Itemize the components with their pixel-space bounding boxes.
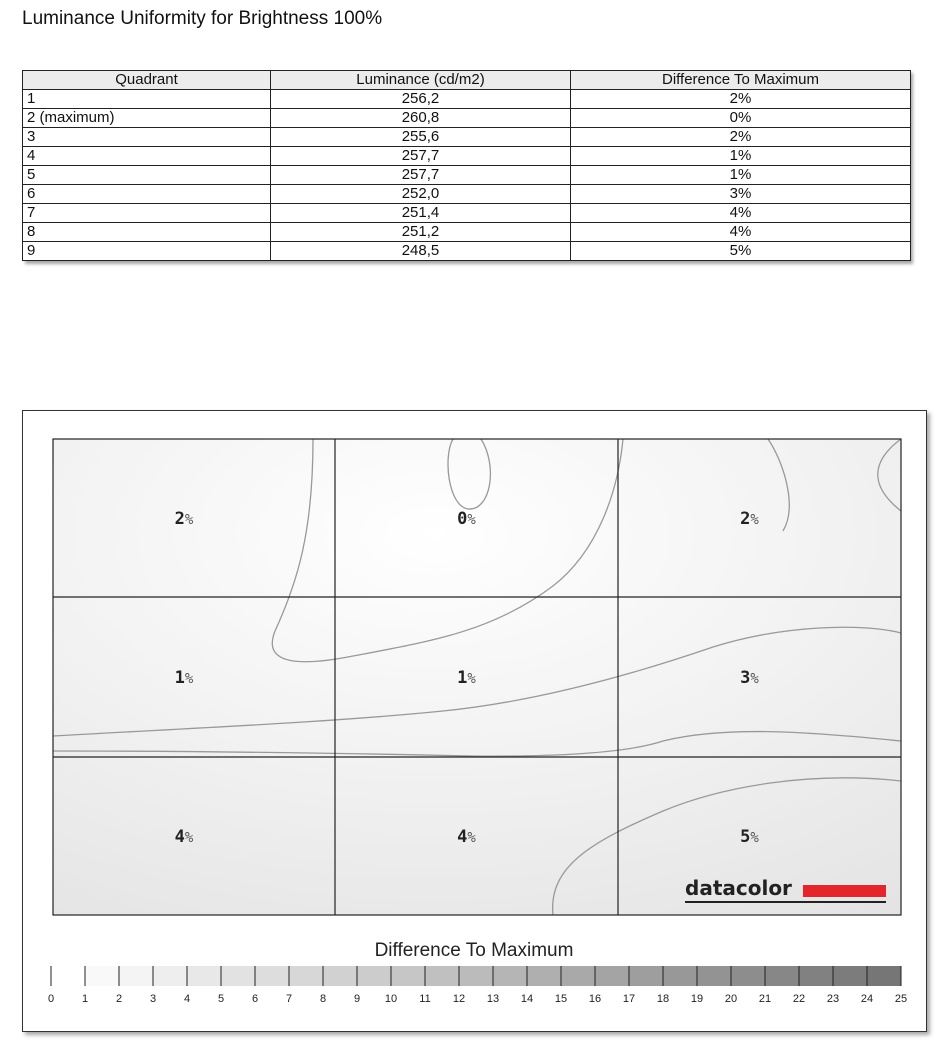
- table-cell: 2%: [571, 90, 911, 109]
- scale-swatch: [527, 966, 561, 986]
- scale-tick-label: 8: [319, 993, 327, 1005]
- scale-tick-label: 19: [690, 993, 704, 1005]
- scale-tick-label: 16: [588, 993, 602, 1005]
- scale-tick-label: 4: [183, 993, 191, 1005]
- quadrant-value-label: 0%: [457, 509, 476, 529]
- scale-swatch: [255, 966, 289, 986]
- scale-swatch: [51, 966, 85, 986]
- scale-swatch: [289, 966, 323, 986]
- scale-swatch: [629, 966, 663, 986]
- table-cell: 9: [23, 242, 271, 261]
- quadrant-value-label: 2%: [740, 509, 759, 529]
- table-cell: 256,2: [271, 90, 571, 109]
- table-cell: 5: [23, 166, 271, 185]
- scale-tick-label: 13: [486, 993, 500, 1005]
- scale-tick-label: 5: [217, 993, 225, 1005]
- logo-wordmark: datacolor: [685, 876, 792, 900]
- scale-swatch: [493, 966, 527, 986]
- table-row: [23, 90, 911, 109]
- scale-tick-label: 0: [47, 993, 55, 1005]
- scale-swatch: [765, 966, 799, 986]
- uniformity-chart: [23, 411, 926, 1031]
- quadrant-value-label: 2%: [174, 509, 194, 529]
- scale-tick-label: 7: [285, 993, 293, 1005]
- table-cell: 257,7: [271, 166, 571, 185]
- table-row: [23, 147, 911, 166]
- table-cell: 3: [23, 128, 271, 147]
- table-cell: 260,8: [271, 109, 571, 128]
- scale-title: Difference To Maximum: [374, 940, 574, 961]
- table-cell: 7: [23, 204, 271, 223]
- quadrant-value-label: 5%: [740, 827, 759, 847]
- logo-red-bar: [803, 885, 886, 897]
- quadrant-value-label: 4%: [457, 827, 476, 847]
- scale-tick-label: 6: [251, 993, 259, 1005]
- scale-tick-label: 21: [758, 993, 772, 1005]
- scale-tick-label: 12: [452, 993, 466, 1005]
- scale-swatch: [697, 966, 731, 986]
- table-row: [23, 109, 911, 128]
- luminance-table: [22, 70, 911, 261]
- scale-swatch: [357, 966, 391, 986]
- table-cell: 252,0: [271, 185, 571, 204]
- scale-tick-label: 20: [724, 993, 738, 1005]
- scale-tick-label: 17: [622, 993, 636, 1005]
- logo-underline: [685, 901, 886, 903]
- scale-swatch: [153, 966, 187, 986]
- table-body: [23, 90, 911, 261]
- page-title: Luminance Uniformity for Brightness 100%: [22, 8, 383, 29]
- scale-swatch: [459, 966, 493, 986]
- luminance-table-container: [22, 70, 910, 261]
- table-cell: 255,6: [271, 128, 571, 147]
- table-row: [23, 204, 911, 223]
- table-cell: 6: [23, 185, 271, 204]
- table-header-row: [23, 71, 911, 90]
- table-cell: 257,7: [271, 147, 571, 166]
- scale-tick-label: 11: [419, 993, 431, 1005]
- column-header: Difference To Maximum: [571, 71, 911, 90]
- table-cell: 0%: [571, 109, 911, 128]
- scale-swatch: [187, 966, 221, 986]
- scale-tick-label: 25: [894, 993, 908, 1005]
- table-cell: 3%: [571, 185, 911, 204]
- scale-tick-label: 24: [860, 993, 874, 1005]
- scale-tick-label: 3: [149, 993, 157, 1005]
- scale-tick-label: 9: [353, 993, 361, 1005]
- scale-swatch: [221, 966, 255, 986]
- scale-swatch: [595, 966, 629, 986]
- scale-tick-label: 14: [520, 993, 534, 1005]
- table-cell: 1%: [571, 166, 911, 185]
- table-row: [23, 223, 911, 242]
- scale-swatch: [85, 966, 119, 986]
- column-header: Quadrant: [23, 71, 271, 90]
- table-row: [23, 128, 911, 147]
- table-cell: 251,4: [271, 204, 571, 223]
- scale-tick-label: 15: [554, 993, 568, 1005]
- scale-swatch: [391, 966, 425, 986]
- scale-swatch: [323, 966, 357, 986]
- table-cell: 4%: [571, 204, 911, 223]
- scale-tick-label: 18: [656, 993, 670, 1005]
- scale-tick-label: 23: [826, 993, 840, 1005]
- scale-swatch: [425, 966, 459, 986]
- scale-tick-label: 2: [115, 993, 123, 1005]
- table-cell: 2%: [571, 128, 911, 147]
- uniformity-chart-panel: [22, 410, 927, 1032]
- table-cell: 1: [23, 90, 271, 109]
- color-scale: [48, 966, 907, 1005]
- table-cell: 251,2: [271, 223, 571, 242]
- column-header: Luminance (cd/m2): [271, 71, 571, 90]
- scale-swatch: [799, 966, 833, 986]
- scale-swatch: [731, 966, 765, 986]
- table-cell: 2 (maximum): [23, 109, 271, 128]
- quadrant-value-label: 1%: [457, 668, 476, 688]
- quadrant-value-label: 1%: [174, 668, 194, 688]
- quadrant-value-label: 4%: [174, 827, 194, 847]
- scale-tick-label: 1: [81, 993, 89, 1005]
- scale-tick-label: 10: [384, 993, 398, 1005]
- table-cell: 4%: [571, 223, 911, 242]
- table-cell: 4: [23, 147, 271, 166]
- table-row: [23, 185, 911, 204]
- table-cell: 8: [23, 223, 271, 242]
- scale-swatch: [833, 966, 867, 986]
- scale-swatch: [561, 966, 595, 986]
- table-row: [23, 242, 911, 261]
- table-row: [23, 166, 911, 185]
- scale-tick-label: 22: [792, 993, 806, 1005]
- scale-swatch: [867, 966, 901, 986]
- table-cell: 5%: [571, 242, 911, 261]
- table-cell: 1%: [571, 147, 911, 166]
- quadrant-value-label: 3%: [740, 668, 759, 688]
- table-cell: 248,5: [271, 242, 571, 261]
- scale-swatch: [663, 966, 697, 986]
- scale-swatch: [119, 966, 153, 986]
